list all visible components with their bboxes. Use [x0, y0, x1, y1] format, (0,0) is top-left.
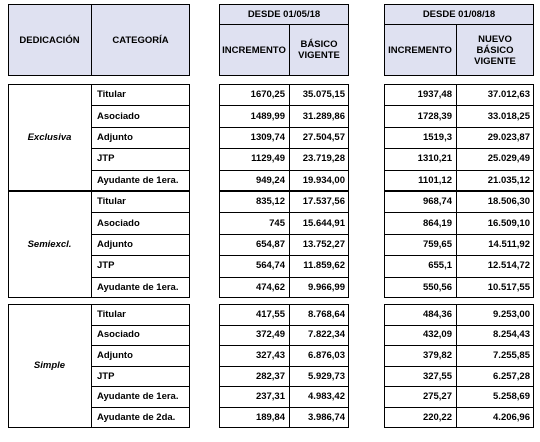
incremento-1-cell: 835,12: [255, 196, 285, 208]
categoria-cell: Ayudante de 2da.: [97, 411, 176, 423]
header-incremento-2: INCREMENTO: [388, 44, 452, 56]
incremento-1-cell: 564,74: [255, 260, 285, 272]
nuevo-basico-cell: 12.514,72: [487, 260, 530, 272]
basico-vigente-cell: 11.859,62: [303, 260, 345, 272]
nuevo-basico-cell: 16.509,10: [487, 217, 530, 229]
incremento-2-cell: 379,82: [422, 349, 452, 361]
incremento-2-cell: 759,65: [422, 238, 452, 250]
basico-vigente-cell: 5.929,73: [308, 370, 345, 382]
basico-vigente-cell: 23.719,28: [302, 153, 345, 165]
nuevo-basico-cell: 5.258,69: [493, 391, 530, 403]
incremento-1-cell: 417,55: [255, 308, 285, 320]
categoria-cell: Ayudante de 1era.: [97, 281, 179, 293]
nuevo-basico-cell: 25.029,49: [487, 153, 530, 165]
categoria-cell: Ayudante de 1era.: [97, 391, 179, 403]
categoria-cell: Ayudante de 1era.: [97, 174, 179, 186]
incremento-1-cell: 654,87: [255, 238, 285, 250]
incremento-1-cell: 327,43: [255, 349, 285, 361]
incremento-1-cell: 474,62: [255, 281, 285, 293]
header-period-1: DESDE 01/05/18: [247, 8, 321, 20]
header-incremento-1: INCREMENTO: [222, 44, 286, 56]
basico-vigente-cell: 19.934,00: [302, 174, 345, 186]
incremento-2-cell: 220,22: [422, 411, 452, 423]
categoria-cell: Asociado: [97, 329, 140, 341]
nuevo-basico-cell: 37.012,63: [487, 89, 530, 101]
basico-vigente-cell: 9.966,99: [308, 281, 345, 293]
categoria-cell: Titular: [97, 196, 126, 208]
incremento-1-cell: 189,84: [255, 411, 285, 423]
basico-vigente-cell: 6.876,03: [308, 349, 345, 361]
incremento-2-cell: 484,36: [422, 308, 452, 320]
incremento-2-cell: 655,1: [428, 260, 452, 272]
header-dedicacion: DEDICACIÓN: [19, 34, 80, 46]
incremento-1-cell: 237,31: [255, 391, 285, 403]
nuevo-basico-cell: 6.257,28: [493, 370, 530, 382]
basico-vigente-cell: 35.075,15: [302, 89, 345, 101]
basico-vigente-cell: 7.822,34: [308, 329, 345, 341]
dedicacion-label: Semiexcl.: [27, 239, 72, 250]
categoria-cell: JTP: [97, 370, 115, 382]
categoria-cell: Adjunto: [97, 131, 133, 143]
dedicacion-label: Exclusiva: [27, 132, 72, 143]
incremento-2-cell: 1937,48: [417, 89, 452, 101]
categoria-cell: Adjunto: [97, 349, 133, 361]
nuevo-basico-cell: 18.506,30: [487, 196, 530, 208]
incremento-1-cell: 1309,74: [250, 131, 285, 143]
incremento-2-cell: 1310,21: [417, 153, 452, 165]
basico-vigente-cell: 4.983,42: [308, 391, 345, 403]
nuevo-basico-cell: 4.206,96: [493, 411, 530, 423]
categoria-cell: JTP: [97, 153, 115, 165]
incremento-2-cell: 864,19: [422, 217, 452, 229]
incremento-2-cell: 327,55: [422, 370, 452, 382]
incremento-1-cell: 282,37: [255, 370, 285, 382]
incremento-1-cell: 1670,25: [250, 89, 285, 101]
categoria-cell: JTP: [97, 260, 115, 272]
nuevo-basico-cell: 29.023,87: [487, 131, 530, 143]
incremento-1-cell: 1129,49: [251, 153, 285, 165]
header-period-2: DESDE 01/08/18: [422, 8, 496, 20]
basico-vigente-cell: 8.768,64: [308, 308, 345, 320]
nuevo-basico-cell: 8.254,43: [493, 329, 530, 341]
incremento-1-cell: 372,49: [255, 329, 285, 341]
header-categoria: CATEGORÍA: [112, 34, 169, 46]
incremento-1-cell: 1489,99: [250, 110, 285, 122]
incremento-2-cell: 550,56: [422, 281, 452, 293]
categoria-cell: Asociado: [97, 217, 140, 229]
nuevo-basico-cell: 7.255,85: [493, 349, 530, 361]
nuevo-basico-cell: 14.511,92: [488, 238, 530, 250]
incremento-2-cell: 1728,39: [417, 110, 452, 122]
nuevo-basico-cell: 9.253,00: [493, 308, 530, 320]
nuevo-basico-cell: 33.018,25: [487, 110, 530, 122]
categoria-cell: Titular: [97, 89, 126, 101]
basico-vigente-cell: 27.504,57: [302, 131, 345, 143]
incremento-2-cell: 1519,3: [422, 131, 452, 143]
incremento-2-cell: 1101,12: [418, 174, 452, 186]
header-nuevo-basico: NUEVO BÁSICO VIGENTE: [474, 33, 516, 67]
basico-vigente-cell: 13.752,27: [302, 238, 345, 250]
basico-vigente-cell: 31.289,86: [302, 110, 345, 122]
incremento-2-cell: 968,74: [422, 196, 452, 208]
incremento-1-cell: 949,24: [255, 174, 285, 186]
basico-vigente-cell: 17.537,56: [302, 196, 345, 208]
header-basico-vigente: BÁSICO VIGENTE: [298, 39, 340, 61]
nuevo-basico-cell: 10.517,55: [487, 281, 530, 293]
incremento-2-cell: 432,09: [422, 329, 452, 341]
nuevo-basico-cell: 21.035,12: [487, 174, 530, 186]
dedicacion-label: Simple: [33, 360, 66, 372]
basico-vigente-cell: 3.986,74: [308, 411, 345, 423]
incremento-1-cell: 745: [269, 217, 285, 229]
categoria-cell: Adjunto: [97, 238, 133, 250]
basico-vigente-cell: 15.644,91: [302, 217, 345, 229]
categoria-cell: Titular: [97, 308, 126, 320]
incremento-2-cell: 275,27: [422, 391, 452, 403]
categoria-cell: Asociado: [97, 110, 140, 122]
